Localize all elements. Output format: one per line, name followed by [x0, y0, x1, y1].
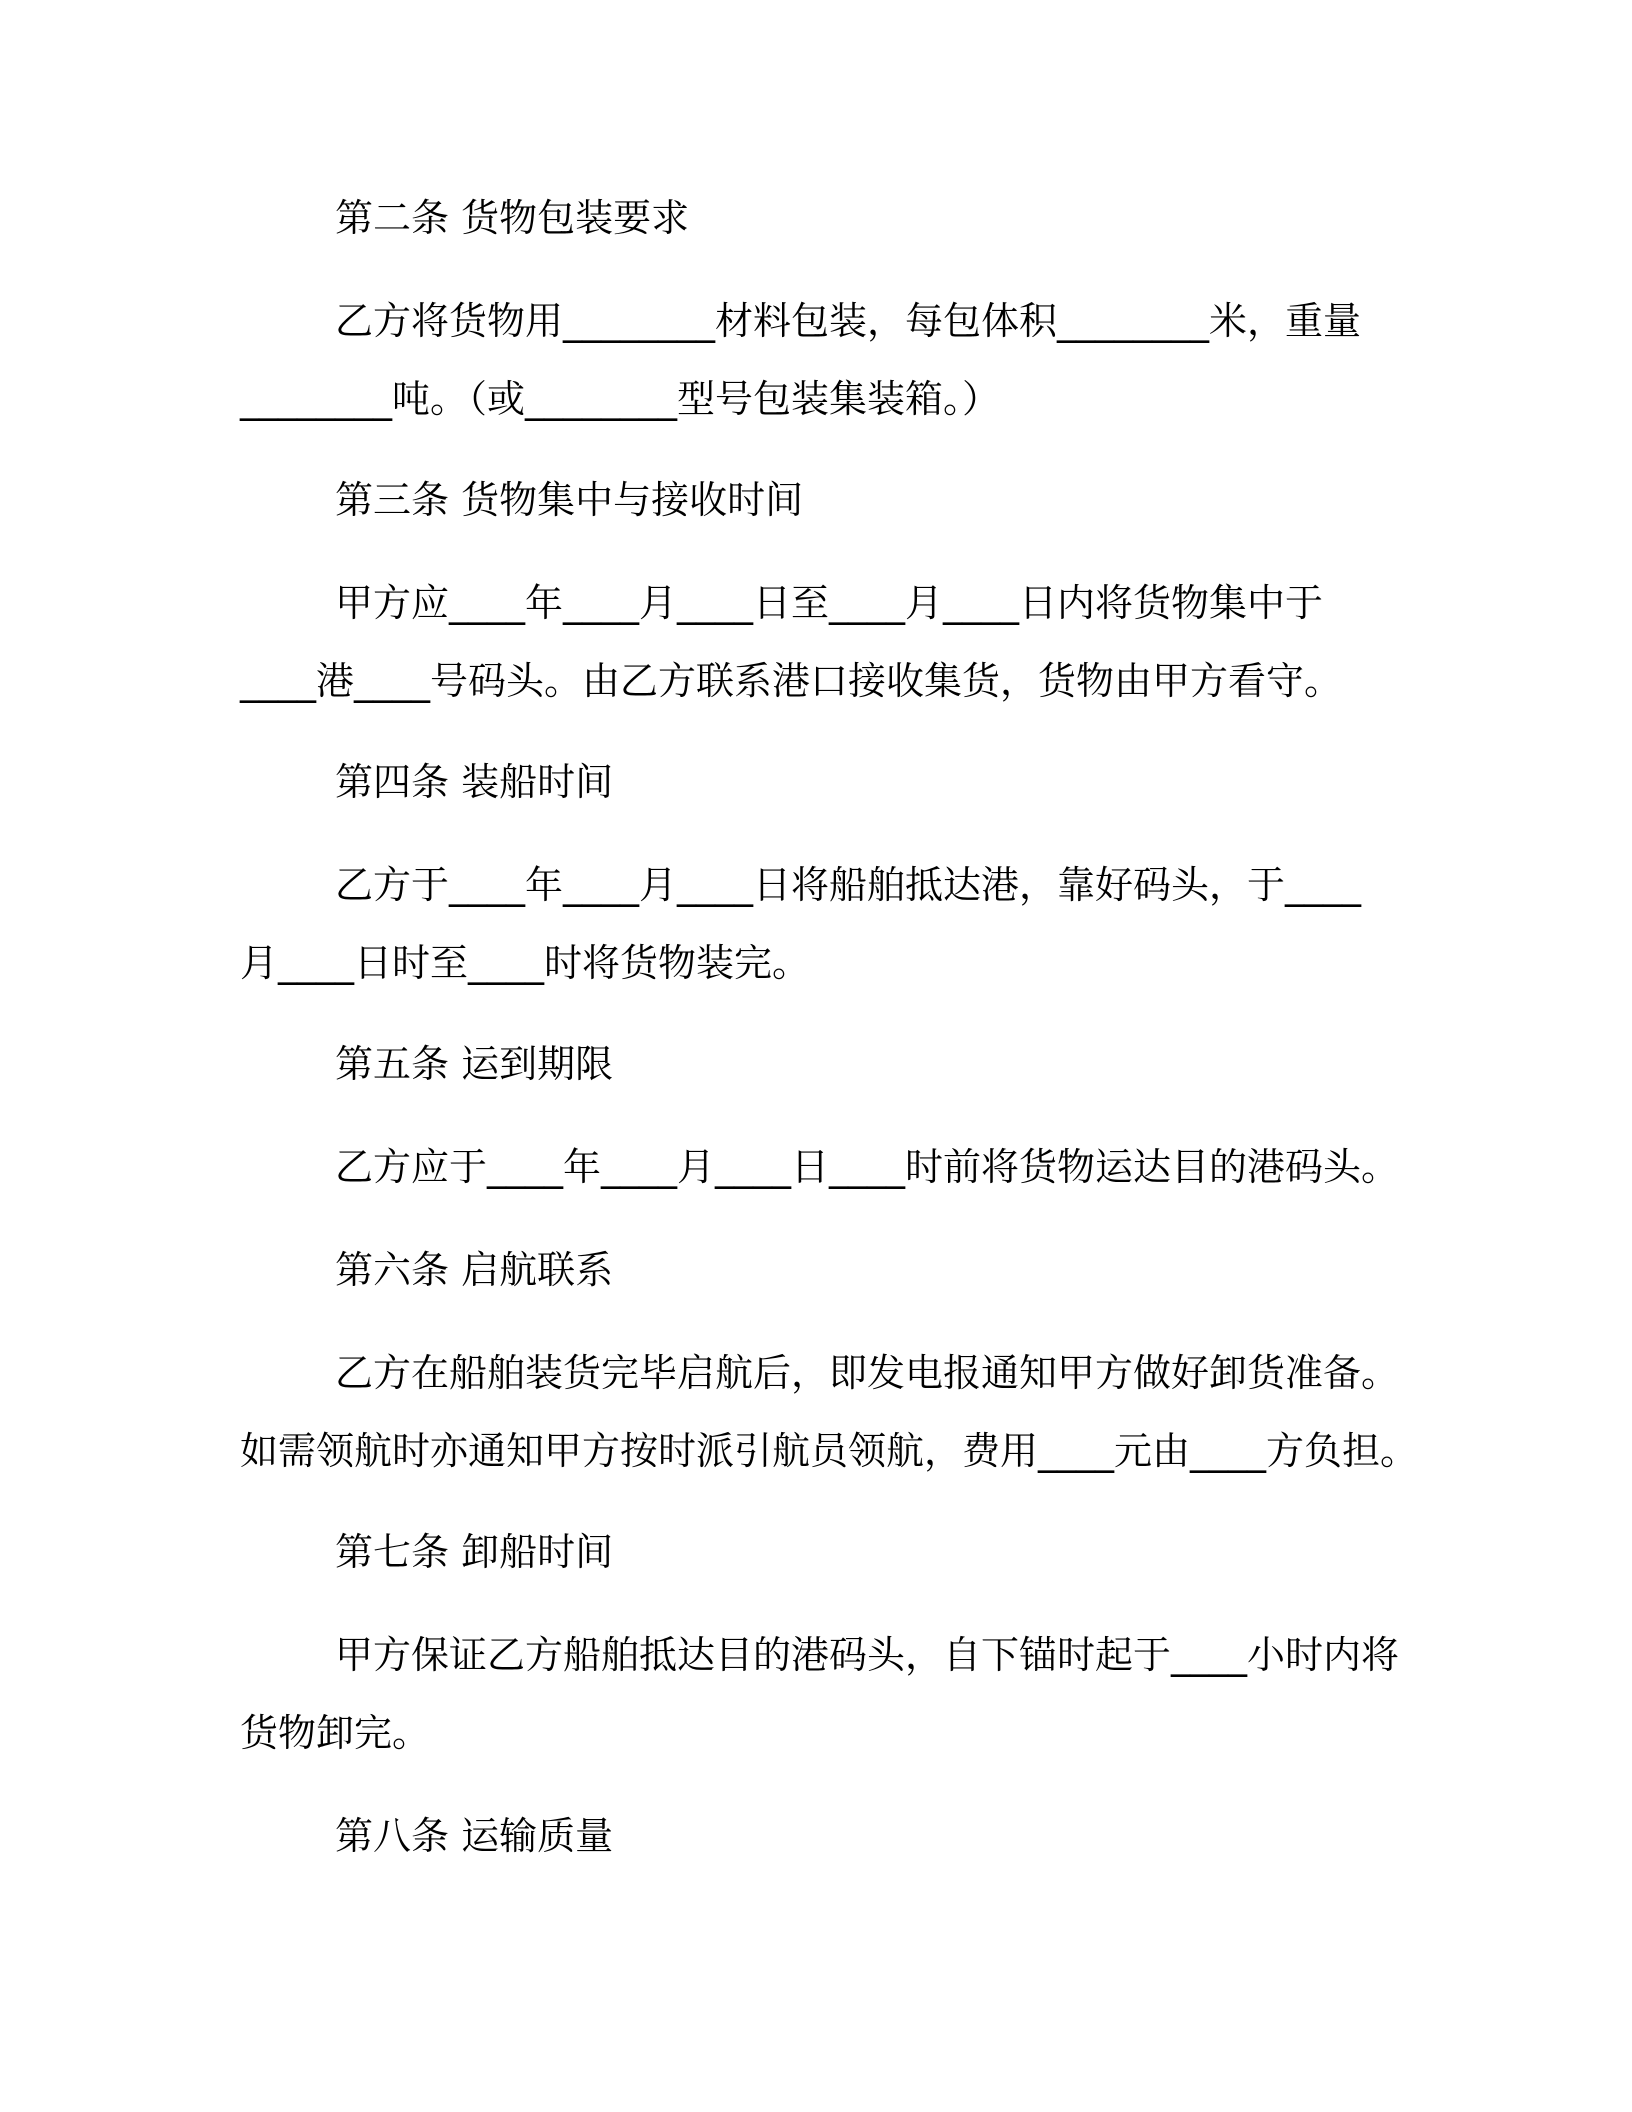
article-2-text-line-2: ________吨。（或________型号包装集装箱。）: [240, 377, 1001, 421]
article-7-text-line-2: 货物卸完。: [240, 1711, 431, 1755]
article-2-text-line-1: 乙方将货物用________材料包装，每包体积________米，重量: [335, 299, 1362, 343]
article-4-text-line-2: 月____日时至____时将货物装完。: [240, 941, 811, 985]
article-3-heading: 第三条 货物集中与接收时间: [335, 478, 804, 522]
article-8-heading: 第八条 运输质量: [335, 1814, 614, 1858]
article-4-text-line-1: 乙方于____年____月____日将船舶抵达港，靠好码头，于____: [335, 863, 1362, 907]
article-6-text-line-2: 如需领航时亦通知甲方按时派引航员领航，费用____元由____方负担。: [240, 1429, 1419, 1473]
article-7-heading: 第七条 卸船时间: [335, 1530, 614, 1574]
article-6-text-line-1: 乙方在船舶装货完毕启航后，即发电报通知甲方做好卸货准备。: [335, 1351, 1400, 1395]
article-5-heading: 第五条 运到期限: [335, 1042, 614, 1086]
article-5-text-line-1: 乙方应于____年____月____日____时前将货物运达目的港码头。: [335, 1145, 1400, 1189]
article-7-text-line-1: 甲方保证乙方船舶抵达目的港码头，自下锚时起于____小时内将: [335, 1633, 1400, 1677]
article-6-heading: 第六条 启航联系: [335, 1248, 614, 1292]
article-3-text-line-1: 甲方应____年____月____日至____月____日内将货物集中于: [335, 581, 1324, 625]
article-3-text-line-2: ____港____号码头。由乙方联系港口接收集货，货物由甲方看守。: [240, 659, 1343, 703]
article-4-heading: 第四条 装船时间: [335, 760, 614, 804]
article-2-heading: 第二条 货物包装要求: [335, 196, 690, 240]
